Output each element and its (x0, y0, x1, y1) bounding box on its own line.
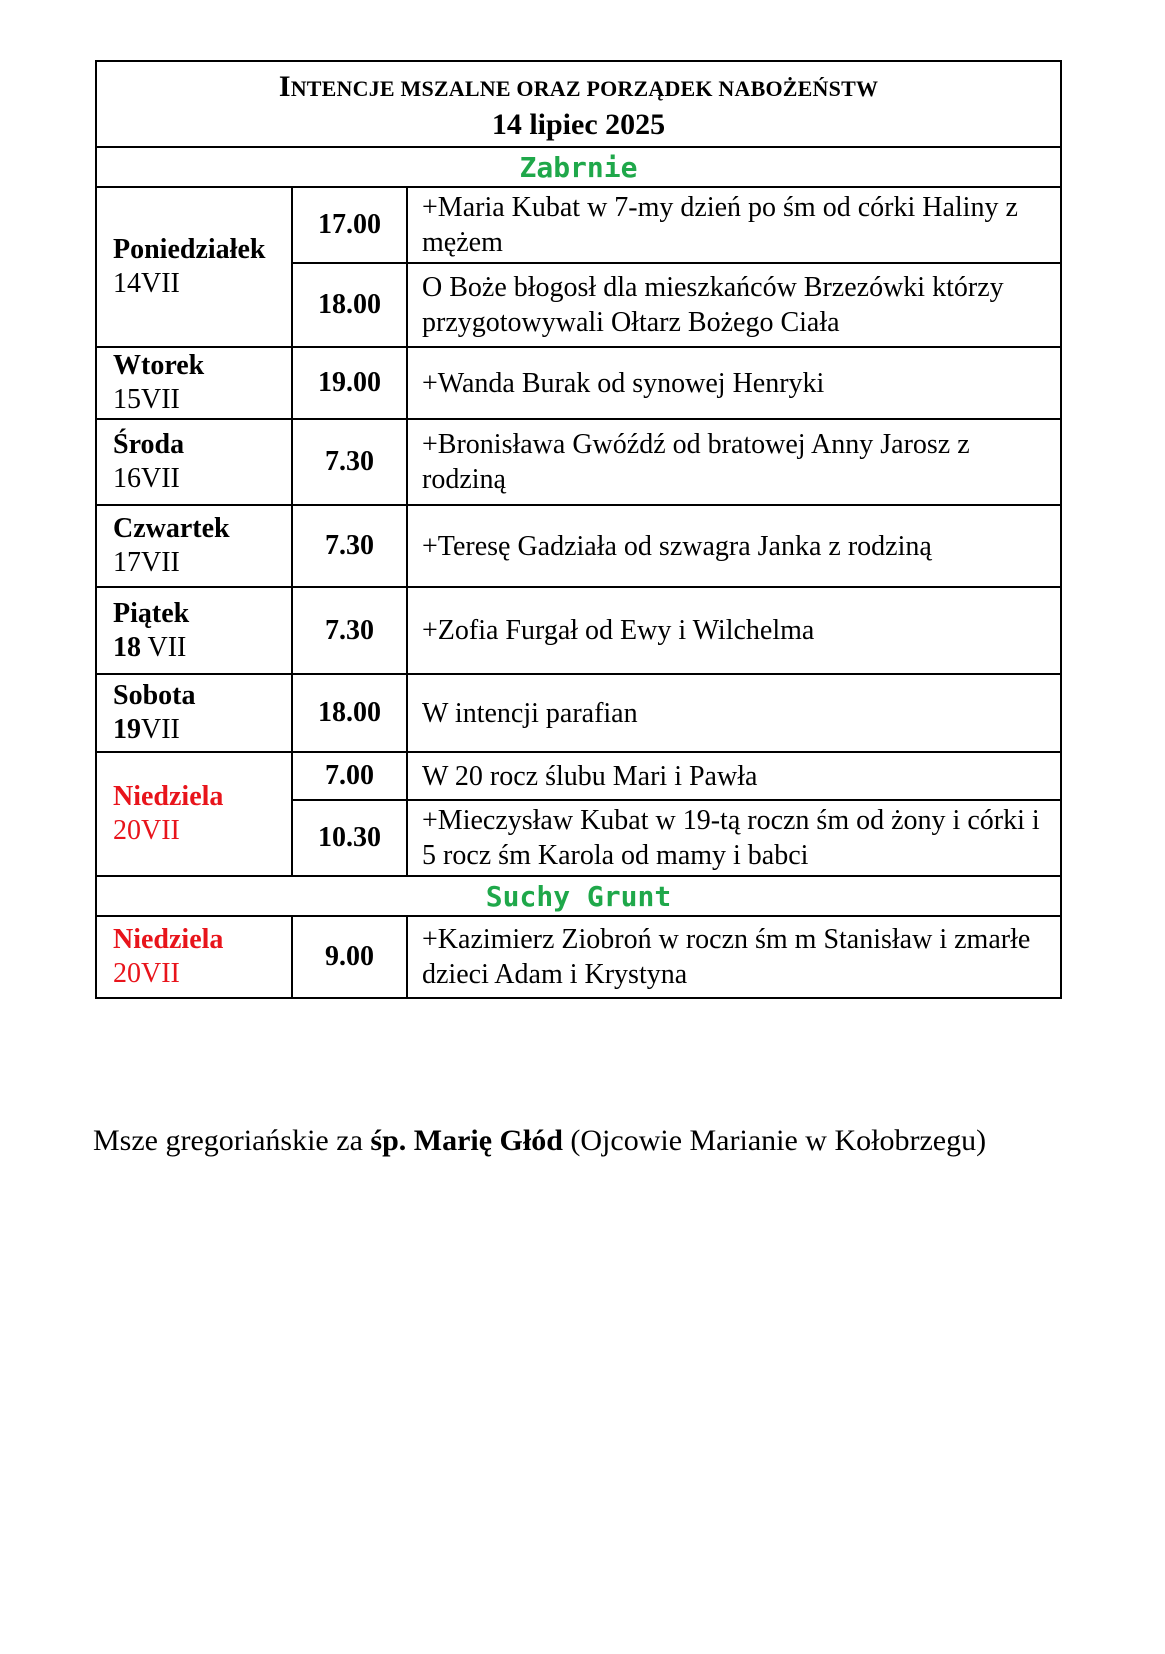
time-cell: 18.00 (292, 263, 407, 347)
table-date: 14 lipiec 2025 (491, 108, 666, 141)
location-suchy-grunt: Suchy Grunt (96, 876, 1061, 916)
intention-cell: +Kazimierz Ziobroń w roczn śm m Stanisław i zmarłe dzieci Adam i Krystyna (407, 916, 1061, 998)
table-row (96, 347, 1061, 419)
table-row (96, 419, 1061, 505)
location-zabrnie: Zabrnie (96, 147, 1061, 187)
table-header (96, 61, 1061, 147)
table-row (96, 187, 1061, 263)
day-cell-sunday: Niedziela 20VII (96, 916, 292, 998)
table-row (96, 674, 1061, 752)
intention-cell: +Zofia Furgał od Ewy i Wilchelma (407, 587, 1061, 674)
time-cell: 10.30 (292, 800, 407, 876)
schedule-table (95, 60, 1062, 999)
time-cell: 7.30 (292, 419, 407, 505)
day-cell: Wtorek 15VII (96, 347, 292, 419)
table-title: INTENCJE MSZALNE ORAZ PORZĄDEK NABOŻEŃSTW (278, 70, 879, 103)
intention-cell: +Maria Kubat w 7-my dzień po śm od córki Haliny z mężem (407, 187, 1061, 263)
table-row (96, 505, 1061, 587)
intention-cell: O Boże błogosł dla mieszkańców Brzezówki którzy przygotowywali Ołtarz Bożego Ciała (407, 263, 1061, 347)
day-cell: Czwartek 17VII (96, 505, 292, 587)
table-row (96, 916, 1061, 998)
time-cell: 7.30 (292, 587, 407, 674)
time-cell: 9.00 (292, 916, 407, 998)
day-cell: Środa 16VII (96, 419, 292, 505)
time-cell: 7.30 (292, 505, 407, 587)
time-cell: 7.00 (292, 752, 407, 800)
header-row (96, 61, 1061, 147)
intention-cell: +Bronisława Gwóźdź od bratowej Anny Jarosz z rodziną (407, 419, 1061, 505)
time-cell: 17.00 (292, 187, 407, 263)
time-cell: 18.00 (292, 674, 407, 752)
table-row (96, 752, 1061, 800)
day-cell: Sobota 19VII (96, 674, 292, 752)
day-cell: Poniedziałek 14VII (96, 187, 292, 347)
intention-cell: +Teresę Gadziała od szwagra Janka z rodziną (407, 505, 1061, 587)
day-cell: Piątek 18 VII (96, 587, 292, 674)
gregorian-masses-note: Msze gregoriańskie za śp. Marię Głód (Ojcowie Marianie w Kołobrzegu) (93, 1124, 987, 1157)
time-cell: 19.00 (292, 347, 407, 419)
intention-cell: W intencji parafian (407, 674, 1061, 752)
table-row (96, 587, 1061, 674)
day-cell-sunday: Niedziela 20VII (96, 752, 292, 876)
intention-cell: +Mieczysław Kubat w 19-tą roczn śm od żony i córki i 5 rocz śm Karola od mamy i babci (407, 800, 1061, 876)
intention-cell: +Wanda Burak od synowej Henryki (407, 347, 1061, 419)
intention-cell: W 20 rocz ślubu Mari i Pawła (407, 752, 1061, 800)
